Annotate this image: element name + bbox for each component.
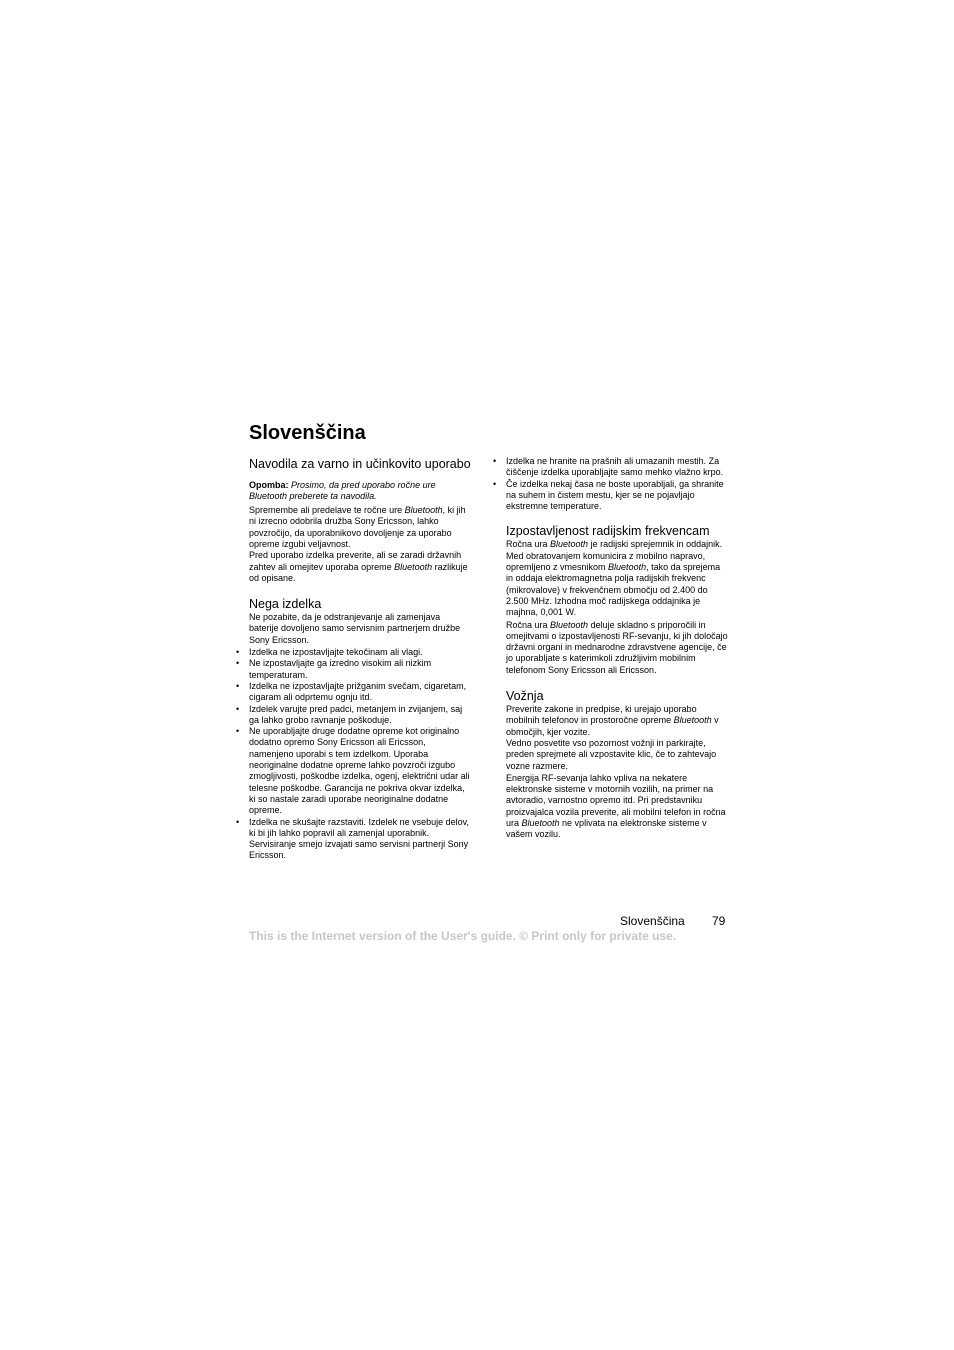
note-text: Prosimo, da pred uporabo ročne ure — [288, 479, 436, 490]
em-run: Bluetooth — [673, 715, 712, 726]
left-column — [249, 456, 471, 862]
text-run: deluje skladno s priporočili in omejitvami o izpostavljenosti RF-sevanju, ki jih določajo državni organi in mednarodne zdravstvene agencije, če jo uporabljate s katerimkoli združljivim mobilnim telefonom Sony Ericsson ali Ericsson. — [506, 619, 728, 675]
note-paragraph — [249, 480, 471, 503]
driving-paragraph-3 — [506, 773, 728, 841]
list-item: • Če izdelka nekaj časa ne boste uporabljali, ga shranite na suhem in čistem mestu, kjer se ne pojavljajo ekstremne temperature. — [506, 479, 728, 513]
driving-paragraph-2: Vedno posvetite vso pozornost vožnji in parkirajte, preden sprejmete ali vzpostavite klic, če to zahtevajo vozne razmere. — [506, 737, 717, 771]
text-run: v območjih, kjer vozite. — [506, 715, 719, 737]
care-heading: Nega izdelka — [249, 597, 322, 612]
text-run: Energija RF-sevanja lahko vpliva na nekatere elektronske sisteme v motornih vozilih, na primer na avtoradio, varnostno opremo itd. Pri predstavniku proizvajalca vozila preverite, ali mobilni telefon in ročna ura — [506, 772, 726, 829]
note-text-end: preberete ta navodila. — [287, 490, 377, 501]
page-title: Slovenščina — [249, 422, 366, 444]
rf-heading: Izpostavljenost radijskim frekvencam — [506, 524, 710, 539]
text-run: ne vplivata na elektronske sisteme v vašem vozilu. — [506, 818, 707, 840]
storage-list — [506, 456, 728, 512]
text-run: , tako da sprejema in oddaja elektromagnetna polja radijskih frekvenc (mikrovalove) v frekvenčnem območju od 2.400 do 2.500 MHz. Izhodna moč radijskega oddajnika je majhna, 0,001 W. — [506, 562, 721, 618]
list-item: • Ne uporabljajte druge dodatne opreme kot originalno dodatno opremo Sony Ericsson ali Ericsson, namenjeno uporabi s tem izdelkom. Uporaba neoriginalne dodatne opreme lahko povzroči izgubo zmogljivosti, poškodbe izdelka, ogenj, električni udar ali telesne poškodbe. Garancija ne pokriva okvar izdelka, ki so nastale zaradi uporabe neoriginalne dodatne opreme. — [249, 726, 471, 816]
em-run: Bluetooth — [521, 818, 560, 829]
em-run: Bluetooth — [608, 562, 647, 573]
footer-section-name: Slovenščina — [620, 914, 685, 928]
note-em: Bluetooth — [249, 490, 288, 501]
list-item: • Izdelek varujte pred padci, metanjem in zvijanjem, saj ga lahko grobo ravnanje poškoduje. — [249, 704, 471, 727]
driving-heading: Vožnja — [506, 689, 544, 704]
em-run: Bluetooth — [550, 619, 589, 630]
note-label: Opomba: — [249, 479, 289, 490]
safety-heading: Navodila za varno in učinkovito uporabo — [249, 457, 471, 471]
em-run: Bluetooth — [550, 539, 589, 550]
text-run: Preverite zakone in predpise, ki urejajo uporabo mobilnih telefonov in prostoročne opreme — [506, 704, 697, 726]
list-item: • Izdelka ne izpostavljajte tekočinam ali vlagi. — [249, 647, 471, 658]
list-item: • Izdelka ne hranite na prašnih ali umazanih mestih. Za čiščenje izdelka uporabljajte samo mehko vlažno krpo. — [506, 456, 728, 479]
em-run: Bluetooth — [404, 505, 443, 516]
driving-paragraph-1 — [506, 704, 728, 738]
text-run: Ročna ura — [506, 619, 551, 630]
list-item: • Ne izpostavljajte ga izredno visokim ali nizkim temperaturam. — [249, 658, 471, 681]
modification-paragraph — [249, 505, 471, 550]
care-list — [249, 647, 471, 862]
em-run: Bluetooth — [394, 561, 433, 572]
list-item: • Izdelka ne skušajte razstaviti. Izdelek ne vsebuje delov, ki bi jih lahko popravil ali zamenjal uporabnik. Servisiranje smejo izvajati samo servisni partnerji Sony Ericsson. — [249, 817, 471, 862]
right-column — [506, 456, 728, 841]
internet-version-disclaimer: This is the Internet version of the User's guide. © Print only for private use. — [249, 929, 677, 943]
page-number: 79 — [712, 914, 726, 928]
restriction-paragraph — [249, 550, 471, 584]
battery-paragraph: Ne pozabite, da je odstranjevanje ali zamenjava baterije dovoljeno samo servisnim partnerjem družbe Sony Ericsson. — [249, 612, 461, 645]
rf-paragraph-2 — [506, 620, 728, 676]
rf-paragraph-1 — [506, 539, 728, 618]
text-run: je radijski sprejemnik in oddajnik. Med obratovanjem komunicira z mobilno napravo, opremljeno z vmesnikom — [506, 539, 723, 573]
list-item: • Izdelka ne izpostavljajte prižganim svečam, cigaretam, cigaram ali odprtemu ognju itd. — [249, 681, 471, 704]
text-run: Ročna ura — [506, 539, 551, 550]
text-run: Pred uporabo izdelka preverite, ali se zaradi državnih zahtev ali omejitev uporaba opreme — [249, 550, 462, 572]
text-run: razlikuje od opisane. — [249, 561, 468, 583]
text-run: , ki jih ni izrecno odobrila družba Sony Ericsson, lahko povzročijo, da uporabnikovo dovoljenje za uporabo opreme izgubi veljavnost. — [249, 505, 466, 549]
text-run: Spremembe ali predelave te ročne ure — [249, 505, 405, 516]
